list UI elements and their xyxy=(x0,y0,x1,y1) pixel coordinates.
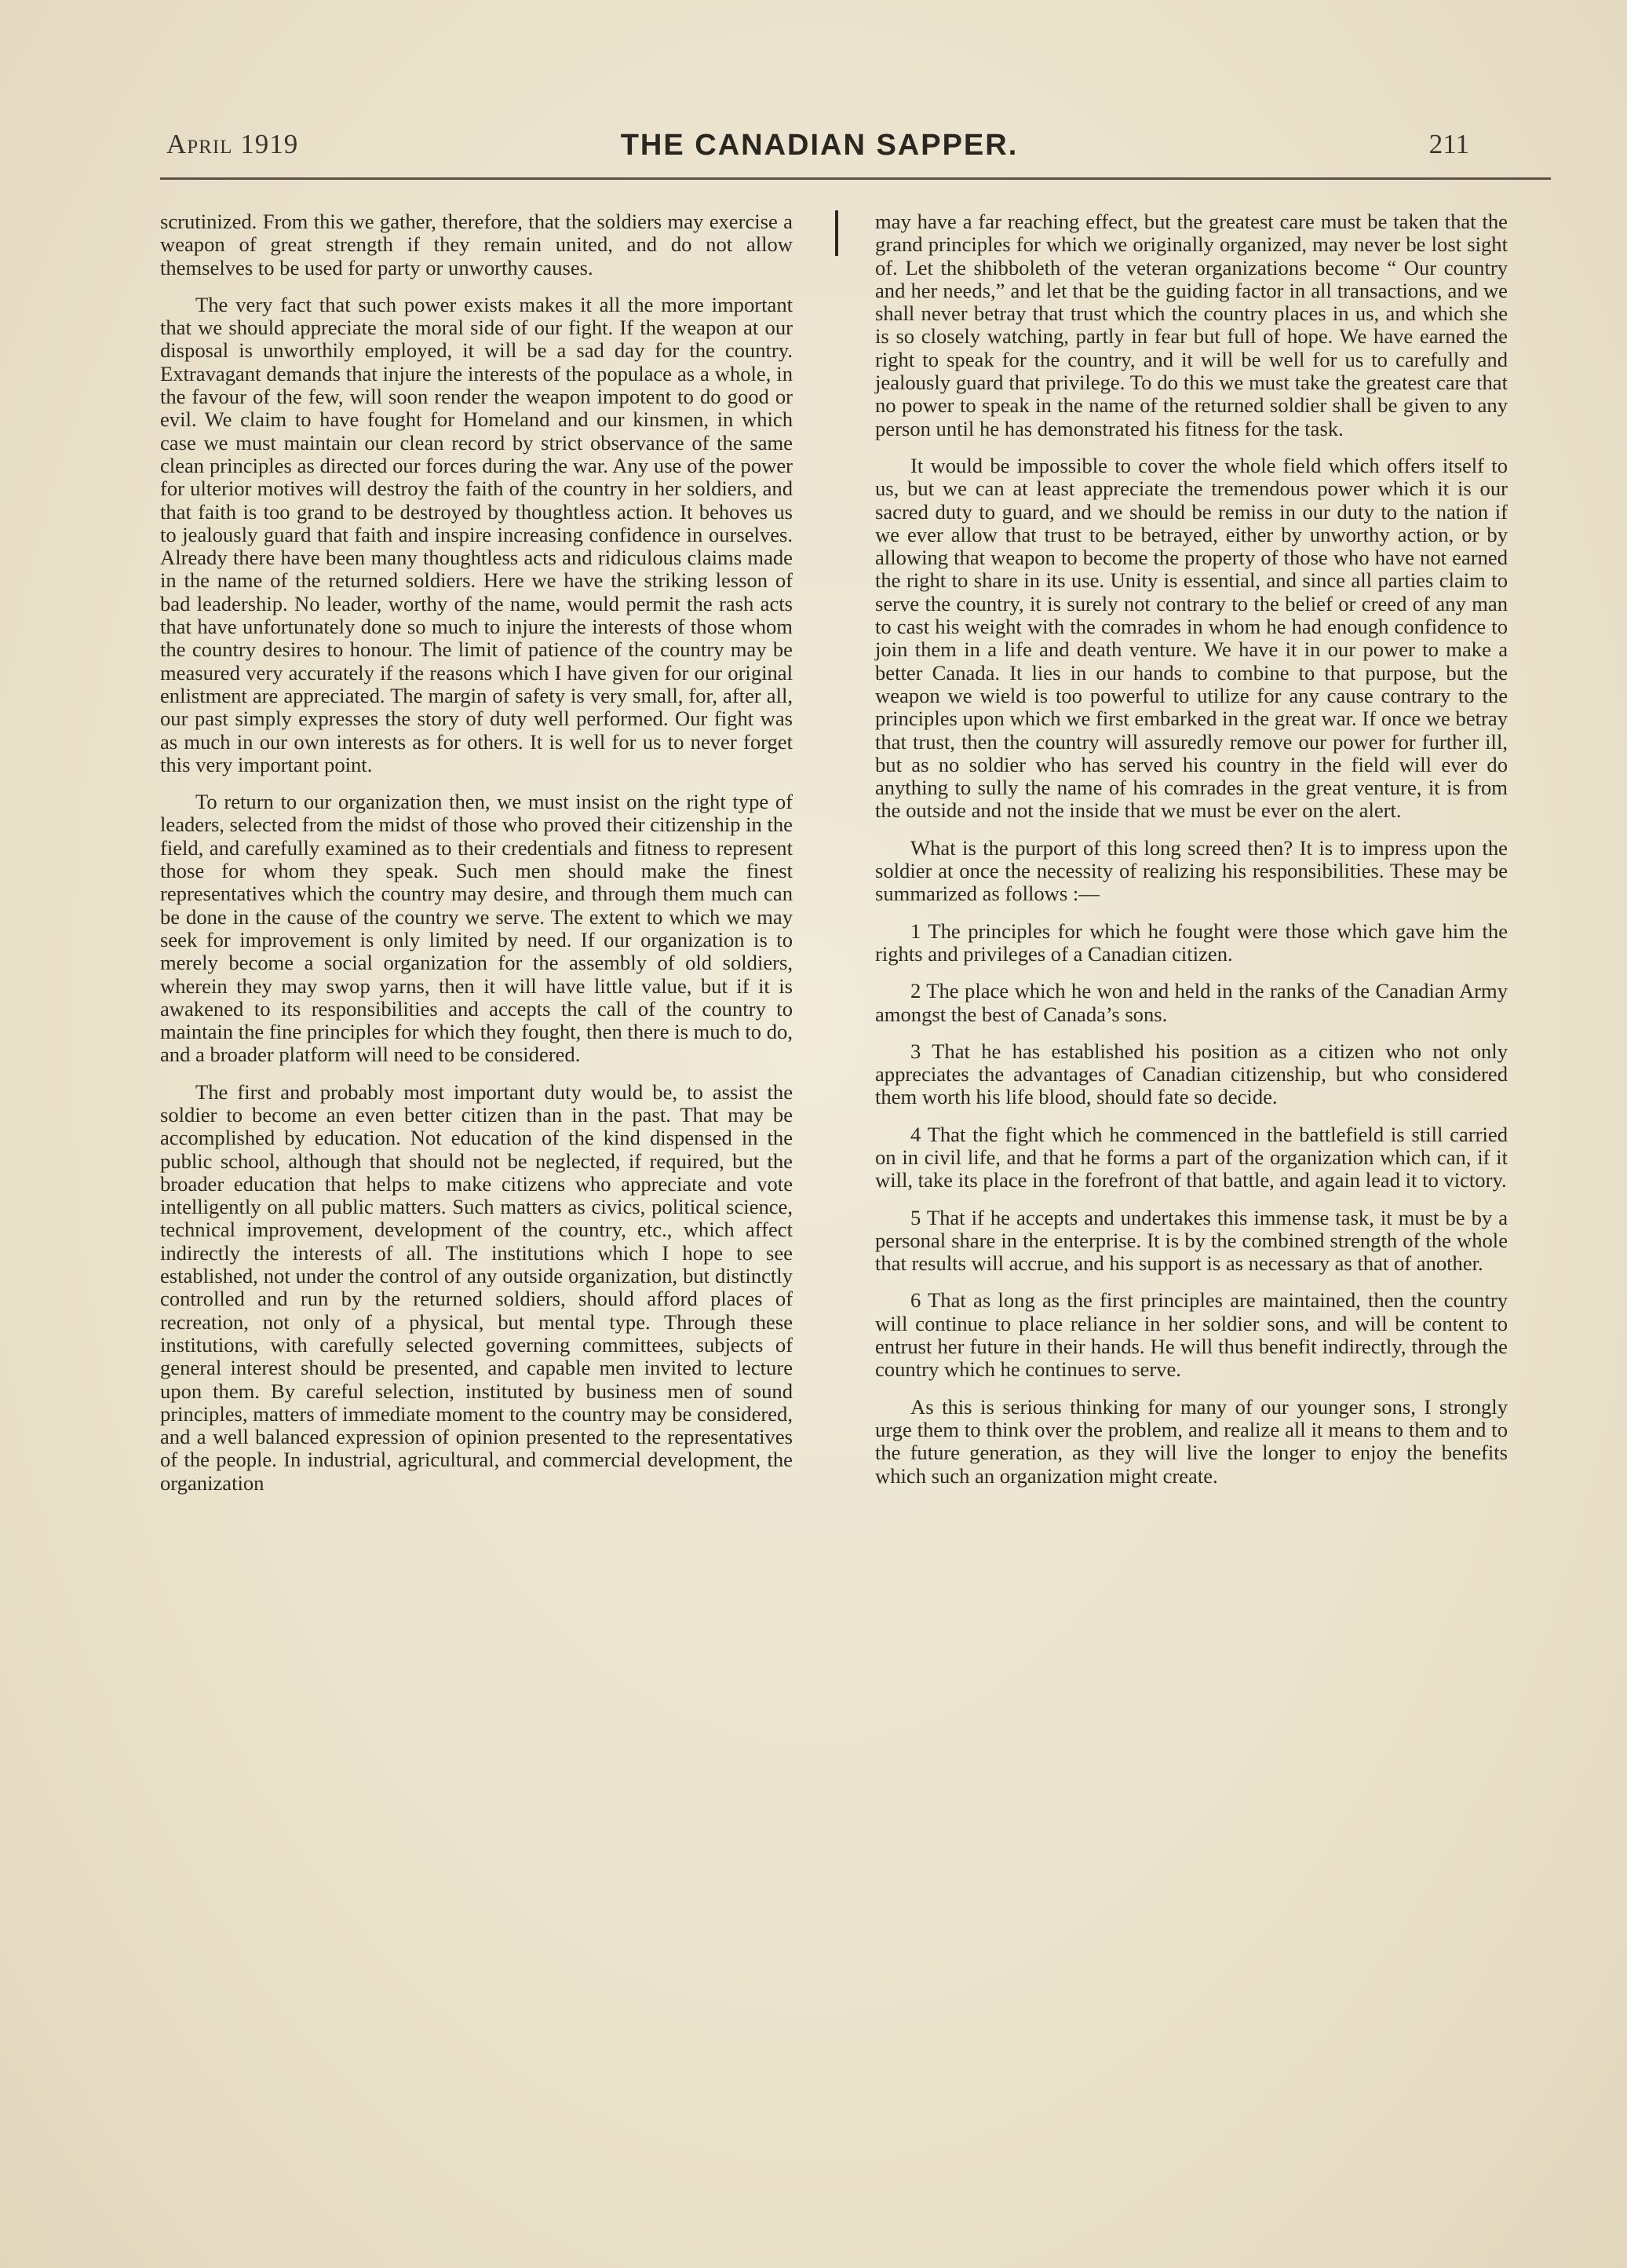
running-header xyxy=(160,124,1479,171)
column-divider-mark xyxy=(835,210,838,256)
issue-date: April 1919 xyxy=(166,129,299,159)
list-item: 5 That if he accepts and undertakes this immense task, it must be by a personal share in the enterprise. It is by the combined strength of the whole that results will accrue, and his support is as necessary as that of another. xyxy=(875,1205,1508,1276)
left-column xyxy=(160,210,793,1509)
list-item: 4 That the fight which he commenced in the battlefield is still carried on in civil life, and that he forms a part of the organization which can, if it will, take its place in the forefront of that battle, and again lead it to victory. xyxy=(875,1122,1508,1192)
paragraph: It would be impossible to cover the whole field which offers itself to us, but we can at least appreciate the tremendous power which it is our sacred duty to guard, and we should be remiss in our duty to the nation if we ever allow that trust to be betrayed, either by unworthy action, or by allowing that weapon to become the property of those who have not earned the right to share in its use. Unity is essential, and since all parties claim to serve the country, it is surely not contrary to the belief or creed of any man to cast his weight with the comrades in whom he had enough confidence to join them in a life and death venture. We have it in our power to make a better Canada. It lies in our hands to combine to that purpose, but the weapon we wield is too powerful to utilize for any cause contrary to the principles upon which we first embarked in the great war. If once we betray that trust, then the country will assuredly remove our power for further ill, but as no soldier who has served his country in the field will ever do anything to sully the name of his comrades in the great venture, it is from the outside and not the inside that we must be ever on the alert. xyxy=(875,453,1508,823)
list-item: 3 That he has established his position as a citizen who not only appreciates the advantages of Canadian citizenship, but who considered them worth his life blood, should fate so decide. xyxy=(875,1039,1508,1109)
paragraph: As this is serious thinking for many of our younger sons, I strongly urge them to think over the problem, and realize all it means to them and to the future generation, as they will live the longer to enjoy the benefits which such an organization might create. xyxy=(875,1394,1508,1488)
right-column xyxy=(875,210,1508,1502)
list-item: 1 The principles for which he fought were those which gave him the rights and privileges of a Canadian citizen. xyxy=(875,919,1508,966)
paragraph: scrutinized. From this we gather, therefore, that the soldiers may exercise a weapon of great strength if they remain united, and do not allow themselves to be used for party or unworthy causes. xyxy=(160,210,793,279)
paragraph: may have a far reaching effect, but the greatest care must be taken that the grand principles for which we originally organized, may never be lost sight of. Let the shibboleth of the veteran organizations become “ Our country and her needs,” and let that be the guiding factor in all transactions, and we shall never betray that trust which the country places in us, and which she is so closely watching, partly in fear but full of hope. We have earned the right to speak for the country, and it will be well for us to carefully and jealously guard that privilege. To do this we must take the greatest care that no power to speak in the name of the returned soldier shall be given to any person until he has demonstrated his fitness for the task. xyxy=(875,210,1508,440)
list-item: 6 That as long as the first principles are maintained, then the country will continue to place reliance in her soldier sons, and will be content to entrust her future in their hands. He will thus benefit indirectly, through the country which he continues to serve. xyxy=(875,1288,1508,1382)
paragraph: The first and probably most important duty would be, to assist the soldier to become an even better citizen than in the past. That may be accomplished by education. Not education of the kind dispensed in the public school, although that should not be neglected, if required, but the broader education that helps to make citizens who appreciate and vote intelligently on all public matters. Such matters as civics, political science, technical improvement, development of the country, etc., which affect indirectly the interests of all. The institutions which I hope to see established, not under the control of any outside organization, but distinctly controlled and run by the returned soldiers, should afford places of recreation, not only of a physical, but mental type. Through these institutions, with carefully selected governing committees, subjects of general interest should be presented, and capable men invited to lecture upon them. By careful selection, instituted by business men of sound principles, matters of immediate moment to the country may be considered, and a well balanced expression of opinion presented to the representatives of the people. In industrial, agricultural, and commercial development, the organization xyxy=(160,1079,793,1495)
paragraph: To return to our organization then, we must insist on the right type of leaders, selected from the midst of those who proved their citizenship in the field, and carefully examined as to their credentials and fitness to represent those for whom they speak. Such men should make the finest representatives which the country may desire, and through them much can be done in the cause of the country we serve. The extent to which we may seek for improvement is only limited by need. If our organization is to merely become a social organization for the assembly of old soldiers, wherein they may swop yarns, then it will have little value, but if it is awakened to its responsibilities and accepts the call of the country to maintain the fine principles for which they fought, then there is much to do, and a broader platform will need to be considered. xyxy=(160,790,793,1067)
paragraph: What is the purport of this long screed then? It is to impress upon the soldier at once the necessity of realizing his responsibilities. These may be summarized as follows :— xyxy=(875,835,1508,906)
publication-title: THE CANADIAN SAPPER. xyxy=(620,129,1019,162)
page-number: 211 xyxy=(1428,129,1469,159)
list-item: 2 The place which he won and held in the ranks of the Canadian Army amongst the best of Canada’s sons. xyxy=(875,979,1508,1026)
header-rule xyxy=(160,177,1551,180)
paragraph: The very fact that such power exists makes it all the more important that we should appreciate the moral side of our fight. If the weapon at our disposal is unworthily employed, it will be a sad day for the country. Extravagant demands that injure the interests of the populace as a whole, in the favour of the few, will soon render the weapon impotent to do good or evil. We claim to have fought for Homeland and our kinsmen, in which case we must maintain our clean record by strict observance of the same clean principles as directed our forces during the war. Any use of the power for ulterior motives will destroy the faith of the country in her soldiers, and that faith is too grand to be destroyed by thoughtless action. It behoves us to jealously guard that faith and inspire increasing confidence in ourselves. Already there have been many thoughtless acts and ridiculous claims made in the name of the returned soldiers. Here we have the striking lesson of bad leadership. No leader, worthy of the name, would permit the rash acts that have unfortunately done so much to injure the interests of those whom the country desires to honour. The limit of patience of the country may be measured very accurately if the reasons which I have given for our original enlistment are appreciated. The margin of safety is very small, for, after all, our past simply expresses the story of duty well performed. Our fight was as much in our own interests as for others. It is well for us to never forget this very important point. xyxy=(160,292,793,776)
